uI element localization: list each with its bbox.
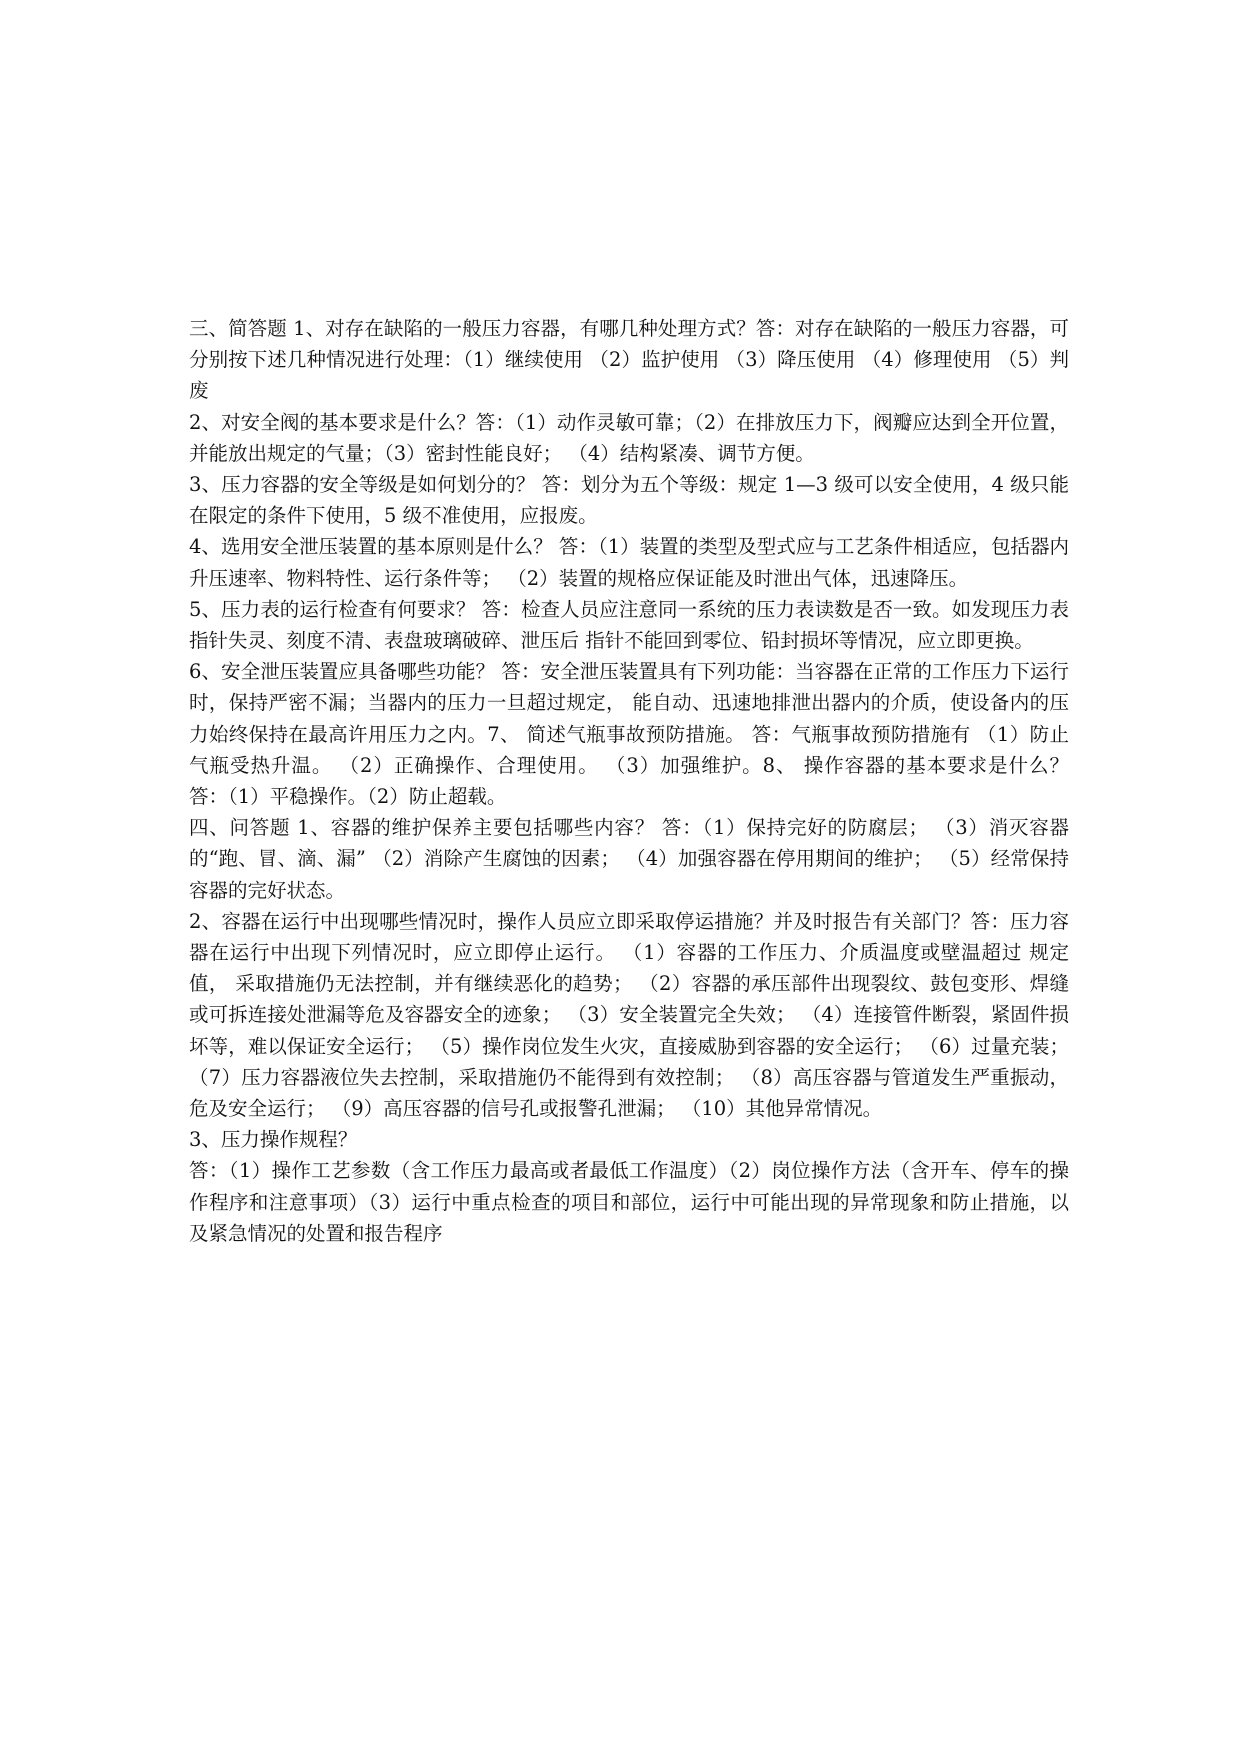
paragraph-safety-grade: 3、压力容器的安全等级是如何划分的？ 答：划分为五个等级：规定 1—3 级可以安全使用，4 级只能在限定的条件下使用，5 级不准使用，应报废。 xyxy=(189,473,1069,528)
paragraph-safety-valve: 2、对安全阀的基本要求是什么？答：（1）动作灵敏可靠；（2）在排放压力下，阀瓣应达到全开位置，并能放出规定的气量；（3）密封性能良好； （4）结构紧凑、调节方便。 xyxy=(189,410,1069,465)
paragraph-operating-rules-answer: 答：（1）操作工艺参数（含工作压力最高或者最低工作温度）（2）岗位操作方法（含开车、停车的操作程序和注意事项）（3）运行中重点检查的项目和部位，运行中可能出现的异常现象和防止措施，以及紧急情况的处置和报告程序 xyxy=(189,1159,1069,1245)
paragraph-operating-rules-question: 3、压力操作规程？ xyxy=(189,1128,358,1152)
paragraph-relief-device-principles: 4、选用安全泄压装置的基本原则是什么？ 答：（1）装置的类型及型式应与工艺条件相适应，包括器内升压速率、物料特性、运行条件等； （2）装置的规格应保证能及时泄出气体，迅速降压。 xyxy=(189,535,1069,590)
paragraph-relief-device-functions: 6、安全泄压装置应具备哪些功能？ 答：安全泄压装置具有下列功能：当容器在正常的工作压力下运行时，保持严密不漏；当器内的压力一旦超过规定， 能自动、迅速地排泄出器内的介质，使设备内的压力始终保持在最高许用压力之内。7、 简述气瓶事故预防措施。 答：气瓶事故预防措施有 （1）防止气瓶受热升温。 （2）正确操作、合理使用。 （3）加强维护。8、 操作容器的基本要求是什么？ 答：（1）平稳操作。（2）防止超载。 xyxy=(189,660,1069,809)
paragraph-pressure-gauge-check: 5、压力表的运行检查有何要求？ 答：检查人员应注意同一系统的压力表读数是否一致。如发现压力表指针失灵、刻度不清、表盘玻璃破碎、泄压后 指针不能回到零位、铅封损坏等情况，应立即更换。 xyxy=(189,597,1069,653)
paragraph-section-four-q1: 四、问答题 1、容器的维护保养主要包括哪些内容？ 答：（1）保持完好的防腐层； （3）消灭容器的“跑、冒、滴、漏” （2）消除产生腐蚀的因素； （4）加强容器在停用期间的维护； （5）经常保持容器的完好状态。 xyxy=(189,816,1069,902)
paragraph-shutdown-conditions: 2、容器在运行中出现哪些情况时，操作人员应立即采取停运措施？并及时报告有关部门？答：压力容器在运行中出现下列情况时，应立即停止运行。 （1）容器的工作压力、介质温度或壁温超过 规定 值， 采取措施仍无法控制，并有继续恶化的趋势； （2）容器的承压部件出现裂纹、鼓包变形、焊缝或可拆连接处泄漏等危及容器安全的迹象； （3）安全装置完全失效； （4）连接管件断裂，紧固件损坏等，难以保证安全运行； （5）操作岗位发生火灾，直接威胁到容器的安全运行； （6）过量充装； （7）压力容器液位失去控制，采取措施仍不能得到有效控制； （8）高压容器与管道发生严重振动，危及安全运行； （9）高压容器的信号孔或报警孔泄漏； （10）其他异常情况。 xyxy=(189,909,1069,1121)
paragraph-section-three-q1: 三、简答题 1、对存在缺陷的一般压力容器，有哪几种处理方式？答：对存在缺陷的一般压力容器，可分别按下述几种情况进行处理：（1）继续使用 （2）监护使用 （3）降压使用 （4）修理使用 （5）判废 xyxy=(189,317,1069,403)
document-body xyxy=(189,313,1069,1249)
